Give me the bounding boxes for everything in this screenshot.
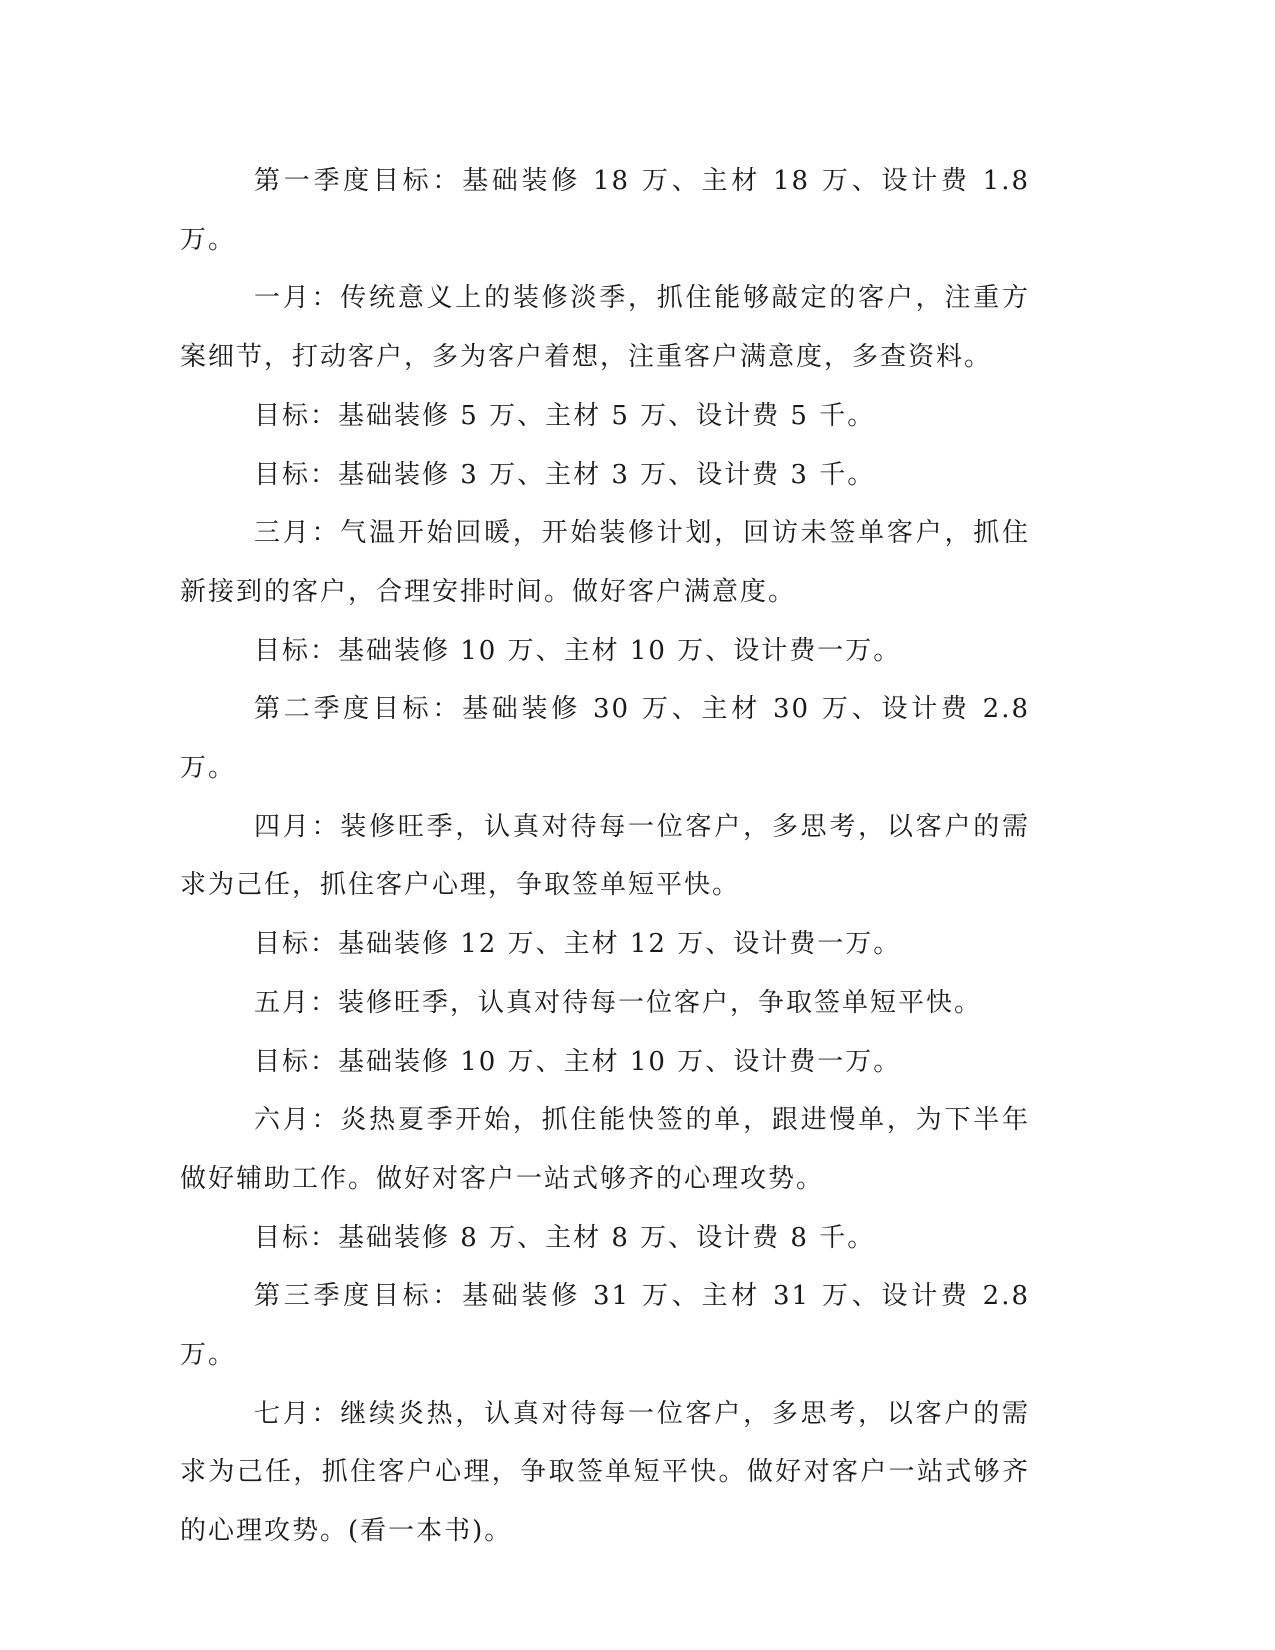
document-page [180,152,1030,1561]
paragraph-q3-target: 第三季度目标：基础装修 31 万、主材 31 万、设计费 2.8 万。 [180,1281,1030,1371]
paragraph-may: 五月：装修旺季，认真对待每一位客户，争取签单短平快。 [254,987,983,1018]
paragraph-june-target: 目标：基础装修 8 万、主材 8 万、设计费 8 千。 [254,1222,876,1253]
paragraph-january-target: 目标：基础装修 5 万、主材 5 万、设计费 5 千。 [254,400,876,431]
paragraph-q1-target: 第一季度目标：基础装修 18 万、主材 18 万、设计费 1.8 万。 [180,166,1030,255]
paragraph-march: 三月：气温开始回暖，开始装修计划，回访未签单客户，抓住新接到的客户，合理安排时间。做好客户满意度。 [180,518,1030,607]
paragraph-april-target: 目标：基础装修 12 万、主材 12 万、设计费一万。 [254,929,902,960]
paragraph-march-target: 目标：基础装修 10 万、主材 10 万、设计费一万。 [254,635,902,666]
paragraph-may-target: 目标：基础装修 10 万、主材 10 万、设计费一万。 [254,1046,902,1077]
paragraph-q2-target: 第二季度目标：基础装修 30 万、主材 30 万、设计费 2.8 万。 [180,694,1030,784]
paragraph-february-target: 目标：基础装修 3 万、主材 3 万、设计费 3 千。 [254,459,876,490]
paragraph-april: 四月：装修旺季，认真对待每一位客户，多思考，以客户的需求为己任，抓住客户心理，争取签单短平快。 [180,811,1030,901]
paragraph-july: 七月：继续炎热，认真对待每一位客户，多思考，以客户的需求为己任，抓住客户心理，争取签单短平快。做好对客户一站式够齐的心理攻势。(看一本书)。 [180,1398,1030,1547]
paragraph-january: 一月：传统意义上的装修淡季，抓住能够敲定的客户，注重方案细节，打动客户，多为客户着想，注重客户满意度，多查资料。 [180,283,1030,373]
paragraph-june: 六月：炎热夏季开始，抓住能快签的单，跟进慢单，为下半年做好辅助工作。做好对客户一站式够齐的心理攻势。 [180,1105,1030,1194]
